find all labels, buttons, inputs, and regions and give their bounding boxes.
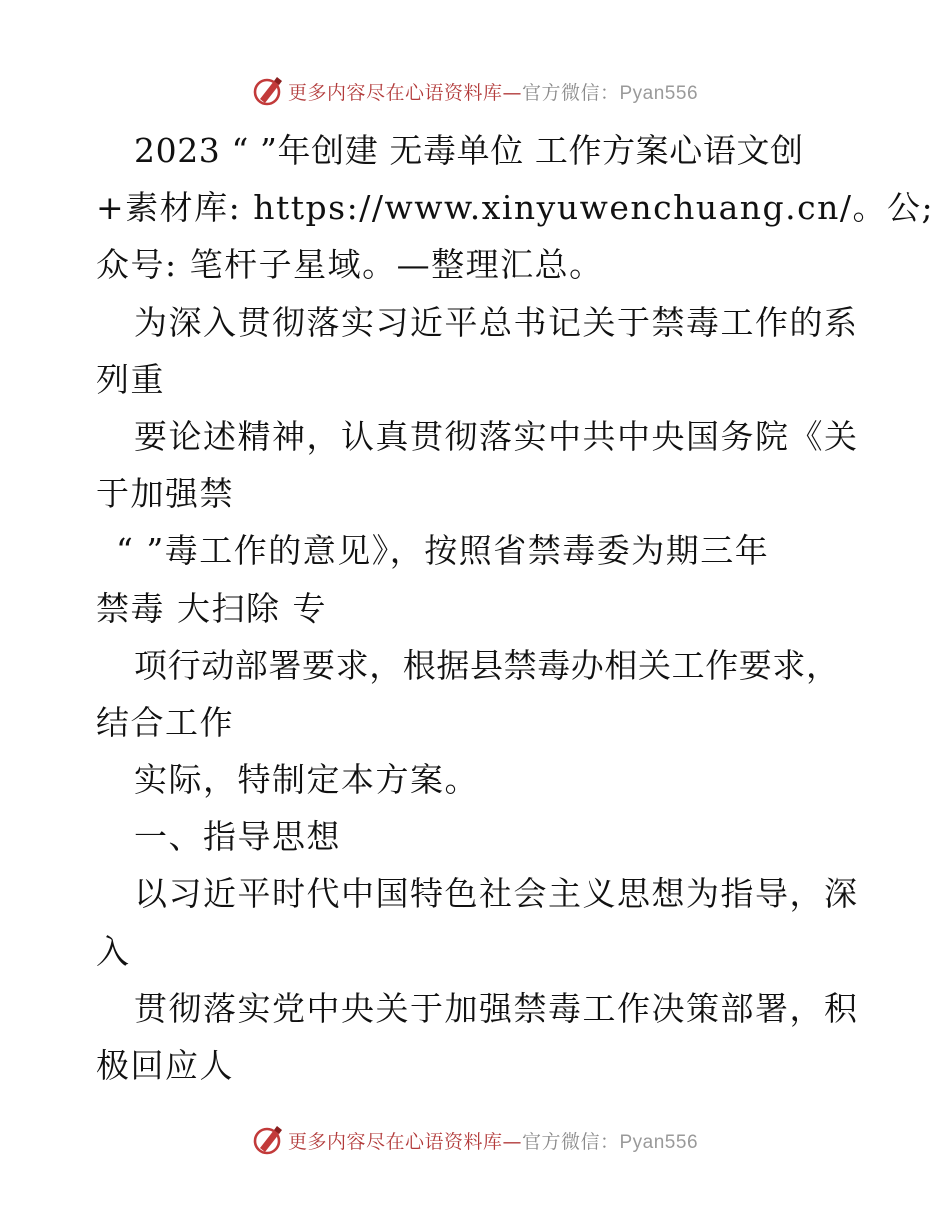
document-line: 入 [96,931,131,971]
document-line: 为深入贯彻落实习近平总书记关于禁毒工作的系 [134,302,859,342]
header-banner-main: 更多内容尽在心语资料库 [287,81,503,104]
section-heading: 一、指导思想 [134,817,341,857]
footer-banner-main: 更多内容尽在心语资料库 [287,1130,503,1153]
document-line: 实际，特制定本方案。 [134,760,479,800]
document-body [96,122,935,1094]
document-line: 要论述精神，认真贯彻落实中共中央国务院《关 [134,416,859,456]
document-line: “ ”毒工作的意见》，按照省禁毒委为期三年 [116,531,770,571]
pen-circle-logo-icon [252,75,284,107]
document-line: 禁毒 大扫除 专 [96,588,327,628]
footer-wechat-id: Pyan556 [619,1131,699,1153]
footer-banner-text [288,1127,698,1154]
document-line: +素材库: https://www.xinyuwenchuang.cn/。公; [96,188,935,228]
header-wechat-label: 官方微信： [521,81,620,104]
document-line: 贯彻落实党中央关于加强禁毒工作决策部署，积 [134,988,859,1028]
header-banner-dash: — [502,81,522,104]
footer-banner [0,1122,950,1158]
document-line: 以习近平时代中国特色社会主义思想为指导，深 [134,874,859,914]
document-line: 项行动部署要求，根据县禁毒办相关工作要求， [134,645,840,685]
header-banner-text [288,78,698,105]
document-line: 于加强禁 [96,474,234,514]
footer-banner-dash: — [502,1130,522,1153]
header-wechat-id: Pyan556 [619,82,699,104]
document-line: 结合工作 [96,702,234,742]
document-line: 2023 “ ”年创建 无毒单位 工作方案心语文创 [134,131,804,170]
pen-circle-logo-icon [252,1124,284,1156]
header-banner [0,73,950,109]
document-line: 众号: 笔杆子星域。—整理汇总。 [96,245,604,285]
footer-wechat-label: 官方微信： [521,1130,620,1153]
document-line: 极回应人 [96,1046,234,1085]
document-line: 列重 [96,359,165,399]
